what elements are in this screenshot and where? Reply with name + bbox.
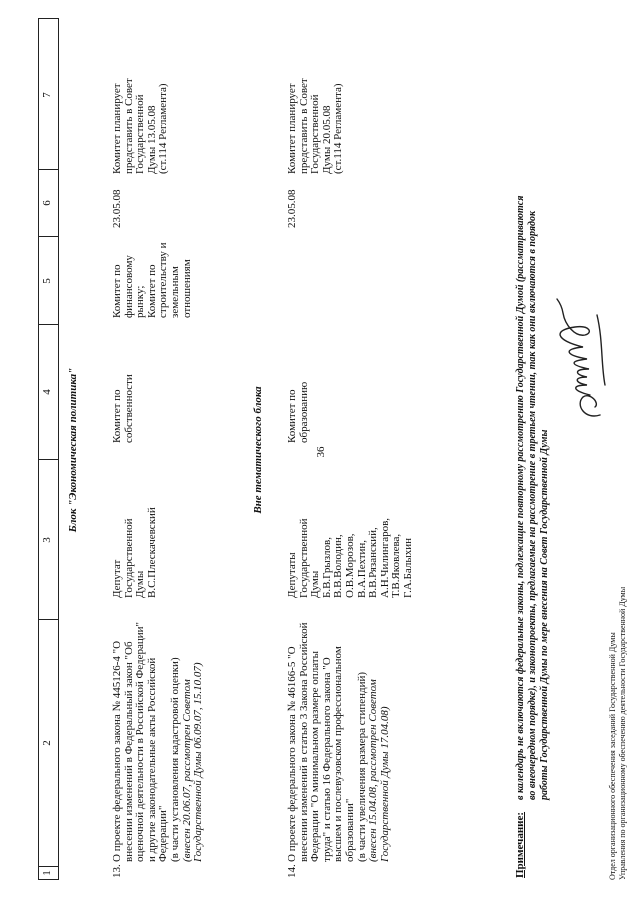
bill-author: Депутаты Государственной Думы Б.В.Грызлов, В.В.Володин, О.В.Морозов, В.А.Пехтин, В.В.Рязанский, А.Н.Чилингаров, Т.В.Яковлева, Г.А.Балыхин [286, 517, 414, 598]
table-header-bottom-border [58, 18, 59, 880]
bill-title-text: О проекте федерального закона № 46166-5 "О внесении изменений в статью 3 Закона Российской Федерации "О минимальном размере оплаты труда" и статью 16 Федерального закона "О высшем и послевузовском профессиональном образовании" (в части увеличения размера стипендий) [286, 622, 368, 862]
column-number: 1 [41, 870, 53, 876]
table-top-border [38, 18, 39, 880]
row-remark: Комитет планирует представить в Совет Государственной Думы 20.05.08 (ст.114 Регламента) [286, 78, 345, 174]
col-separator [38, 169, 58, 170]
col-separator [38, 324, 58, 325]
bill-note: (внесен 20.06.07, рассмотрен Советом Государственной Думы 06.09.07, 15.10.07) [180, 662, 205, 862]
bill-title [112, 622, 205, 862]
bill-title-text: О проекте федерального закона № 445126-4 "О внесении изменений в Федеральный закон "Об оценочной деятельности в Российской Федерации" и другие законодательные акты Российской Федерации" (в части установления кадастровой оценки) [111, 622, 181, 862]
col-separator [38, 18, 58, 19]
document-page: 36 1 2 3 4 5 6 7 Блок "Экономическая политика" 13. О проекте федерального закона № 445126-4 "О внесении изменений в Федеральный закон "Об оценочной деятельности в Российской Федерации" и другие законодательные акты Российской Федерации" (в части установления кадастровой оценки) (внесен 20.06.07, рассмотрен Советом Государственной Думы 06.09.07, 15.10.07) Депутат Государственной Думы В.С.Плескачевский Комитет по собственности Комитет по финансовому рынку; Комитет по строительству и земельным отношениям 23.05.08 Комитет планирует представить в Совет Государственной Думы 13.05.08 (ст.114 Регламента) Вне тематического блока 14. О проекте федерального закона № 46166-5 "О внесении изменений в статью 3 Закона Российской Федерации "О минимальном размере оплаты труда" и статью 16 Федерального закона "О высшем и послевузовском профессиональном образовании" (в части увеличения размера стипендий) (внесен 15.04.08, рассмотрен Советом Государственной Думы 17.04.08) Депутаты Государственной Думы Б.В.Грызлов, В.В.Володин, О.В.Морозов, В.А.Пехтин, В.В.Рязанский, А.Н.Чилингаров, Т.В.Яковлева, Г.А.Балыхин Комитет по образованию 23.05.08 Комитет планирует представить в Совет Государственной Думы 20.05.08 (ст.114 Регламента) Примечание: в календарь не включаются федеральные законы, подлежащие повторному рассмотрению Государственной Думой (рассматриваются во внеочередном порядке), и законопроекты, предлагаемые на рассмотрение в третьем чтении, так как они включаются в порядок работы Государственной Думы по мере внесения на Совет Государственной Думы Отдел организационного обеспечения заседаний Государственной Думы Управления по организационному обеспечению деятельности Государственной Думы [0, 0, 640, 900]
row-number: 13. [111, 864, 123, 878]
signature [545, 295, 615, 425]
row-number: 14. [286, 864, 298, 878]
note-label: Примечание: [514, 811, 526, 878]
column-number: 3 [41, 537, 53, 543]
row-remark: Комитет планирует представить в Совет Государственной Думы 13.05.08 (ст.114 Регламента) [111, 78, 170, 174]
responsible-committee: Комитет по образованию [286, 381, 310, 443]
bill-title [287, 622, 391, 862]
review-date: 23.05.08 [111, 189, 123, 228]
col-separator [38, 459, 58, 460]
column-number: 7 [41, 92, 53, 98]
col-separator [38, 619, 58, 620]
footer-department: Отдел организационного обеспечения заседаний Государственной Думы Управления по организационному обеспечению деятельности Государственной Думы [608, 586, 627, 880]
bill-author: Депутат Государственной Думы В.С.Плескачевский [111, 507, 158, 598]
note-text: в календарь не включаются федеральные законы, подлежащие повторному рассмотрению Государственной Думой (рассматриваются во внеочередном порядке), и законопроекты, предлагаемые на рассмотрение в третьем чтении, так как они включаются в порядок работы Государственной Думы по мере внесения на Совет Государственной Думы [515, 195, 550, 800]
co-committee: Комитет по финансовому рынку; Комитет по строительству и земельным отношениям [111, 242, 193, 318]
column-number: 4 [41, 389, 53, 395]
section-title: Вне тематического блока [252, 386, 264, 514]
bill-note: (внесен 15.04.08, рассмотрен Советом Государственной Думы 17.04.08) [367, 679, 391, 862]
column-number: 2 [41, 740, 53, 746]
col-separator [38, 236, 58, 237]
column-number: 6 [41, 200, 53, 206]
responsible-committee: Комитет по собственности [111, 374, 135, 443]
section-title: Блок "Экономическая политика" [67, 367, 79, 533]
column-number: 5 [41, 278, 53, 284]
review-date: 23.05.08 [286, 189, 298, 228]
